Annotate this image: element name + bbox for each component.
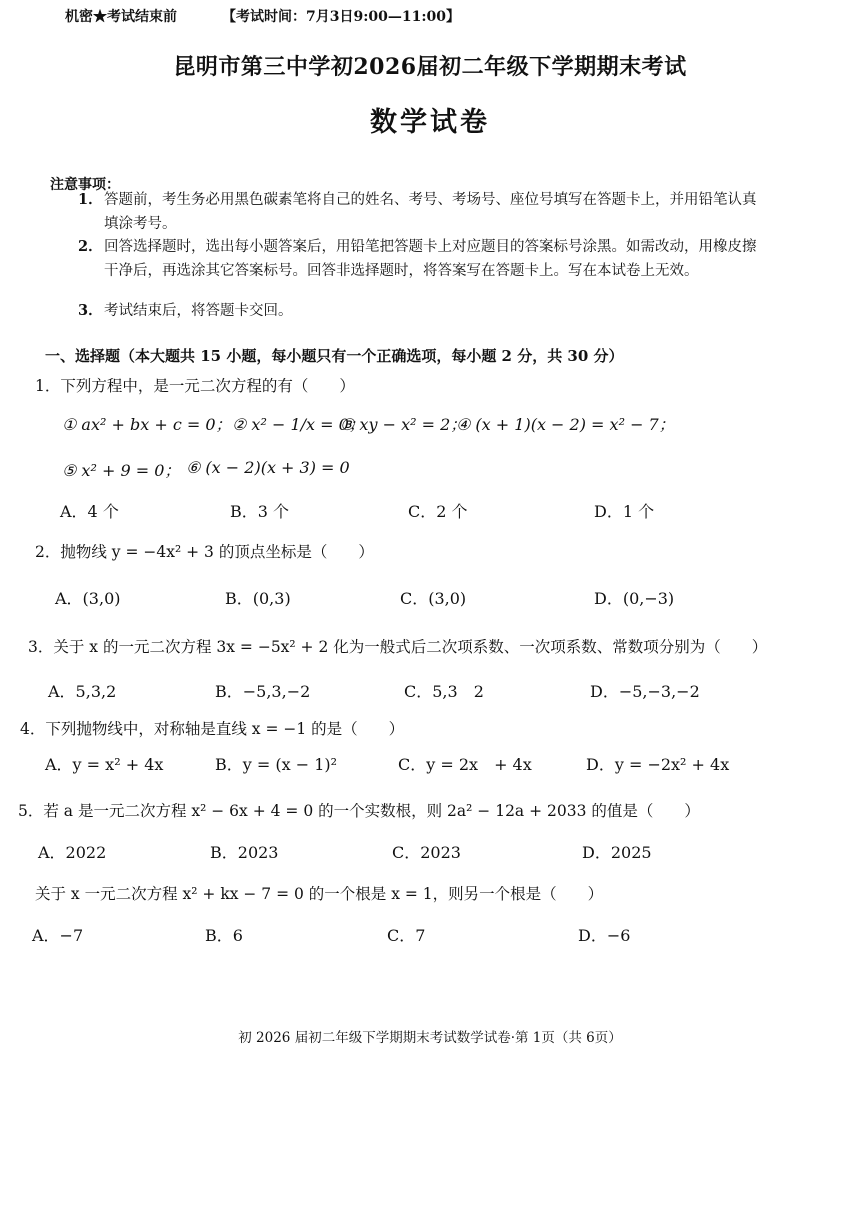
question-stem: 4．下列抛物线中，对称轴是直线 x = −1 的是（ ） <box>20 720 405 738</box>
note-item <box>78 188 764 236</box>
question-stem: 3．关于 x 的一元二次方程 3x = −5x² + 2 化为一般式后二次项系数、一次项系数、常数项分别为（ ） <box>28 638 768 656</box>
option-d: D．−5,−3,−2 <box>590 682 700 701</box>
option-b: B．6 <box>205 926 243 945</box>
option-b: B．(0,3) <box>225 589 291 608</box>
option-a: A．y = x² + 4x <box>45 755 164 774</box>
option-a: A．(3,0) <box>55 589 121 608</box>
notes-heading: 注意事项： <box>50 177 120 193</box>
equation-item: ④ (x + 1)(x − 2) = x² − 7； <box>456 415 675 434</box>
option-b: B．2023 <box>210 843 279 862</box>
note-text: 回答选择题时，选出每小题答案后，用铅笔把答题卡上对应题目的答案标号涂黑。如需改动，用橡皮擦干净后，再选涂其它答案标号。回答非选择题时，将答案写在答题卡上。写在本试卷上无效。 <box>104 239 757 279</box>
option-c: C．5,3 2 <box>404 682 484 701</box>
option-d: D．1 个 <box>594 502 655 521</box>
option-a: A．−7 <box>32 926 84 945</box>
option-c: C．y = 2x + 4x <box>398 755 532 774</box>
equation-item: ② x² − 1/x = 0； <box>232 415 365 434</box>
option-d: D．−6 <box>578 926 631 945</box>
question-stem: 1．下列方程中，是一元二次方程的有（ ） <box>35 377 355 395</box>
option-b: B．3 个 <box>230 502 290 521</box>
equation-item: ③ xy − x² = 2； <box>340 415 467 434</box>
exam-subtitle: 数学试卷 <box>370 107 490 138</box>
note-number: 1． <box>78 191 103 208</box>
confidential-label: 机密★考试结束前 <box>65 9 177 25</box>
option-b: B．y = (x − 1)² <box>215 755 338 774</box>
option-d: D．2025 <box>582 843 652 862</box>
question-stem: 5．若 a 是一元二次方程 x² − 6x + 4 = 0 的一个实数根，则 2a² − 12a + 2033 的值是（ ） <box>18 802 700 820</box>
equation-item: ⑥ (x − 2)(x + 3) = 0 <box>186 458 350 477</box>
note-number: 2． <box>78 238 103 255</box>
note-text: 答题前，考生务必用黑色碳素笔将自己的姓名、考号、考场号、座位号填写在答题卡上，并用铅笔认真填涂考号。 <box>104 192 757 232</box>
note-item <box>78 299 764 323</box>
exam-title: 昆明市第三中学初2026届初二年级下学期期末考试 <box>173 54 687 80</box>
equation-item: ① ax² + bx + c = 0； <box>62 415 232 434</box>
exam-time: 【考试时间：7月3日9:00—11:00】 <box>222 9 461 25</box>
note-item <box>78 235 764 283</box>
section-heading: 一、选择题（本大题共 15 小题，每小题只有一个正确选项，每小题 2 分，共 30 分） <box>45 347 624 365</box>
option-c: C．2 个 <box>408 502 468 521</box>
option-a: A．2022 <box>38 843 107 862</box>
page-footer: 初 2026 届初二年级下学期期末考试数学试卷·第 1页（共 6页） <box>238 1030 622 1046</box>
question-stem: 关于 x 一元二次方程 x² + kx − 7 = 0 的一个根是 x = 1，则另一个根是（ ） <box>35 885 604 903</box>
option-d: D．y = −2x² + 4x <box>586 755 730 774</box>
option-a: A．4 个 <box>60 502 119 521</box>
note-text: 考试结束后，将答题卡交回。 <box>104 303 293 319</box>
option-d: D．(0,−3) <box>594 589 675 608</box>
option-c: C．7 <box>387 926 426 945</box>
note-number: 3． <box>78 302 103 319</box>
option-c: C．2023 <box>392 843 461 862</box>
option-b: B．−5,3,−2 <box>215 682 311 701</box>
option-c: C．(3,0) <box>400 589 467 608</box>
option-a: A．5,3,2 <box>48 682 117 701</box>
equation-item: ⑤ x² + 9 = 0； <box>62 461 181 480</box>
question-stem: 2．抛物线 y = −4x² + 3 的顶点坐标是（ ） <box>35 543 374 561</box>
